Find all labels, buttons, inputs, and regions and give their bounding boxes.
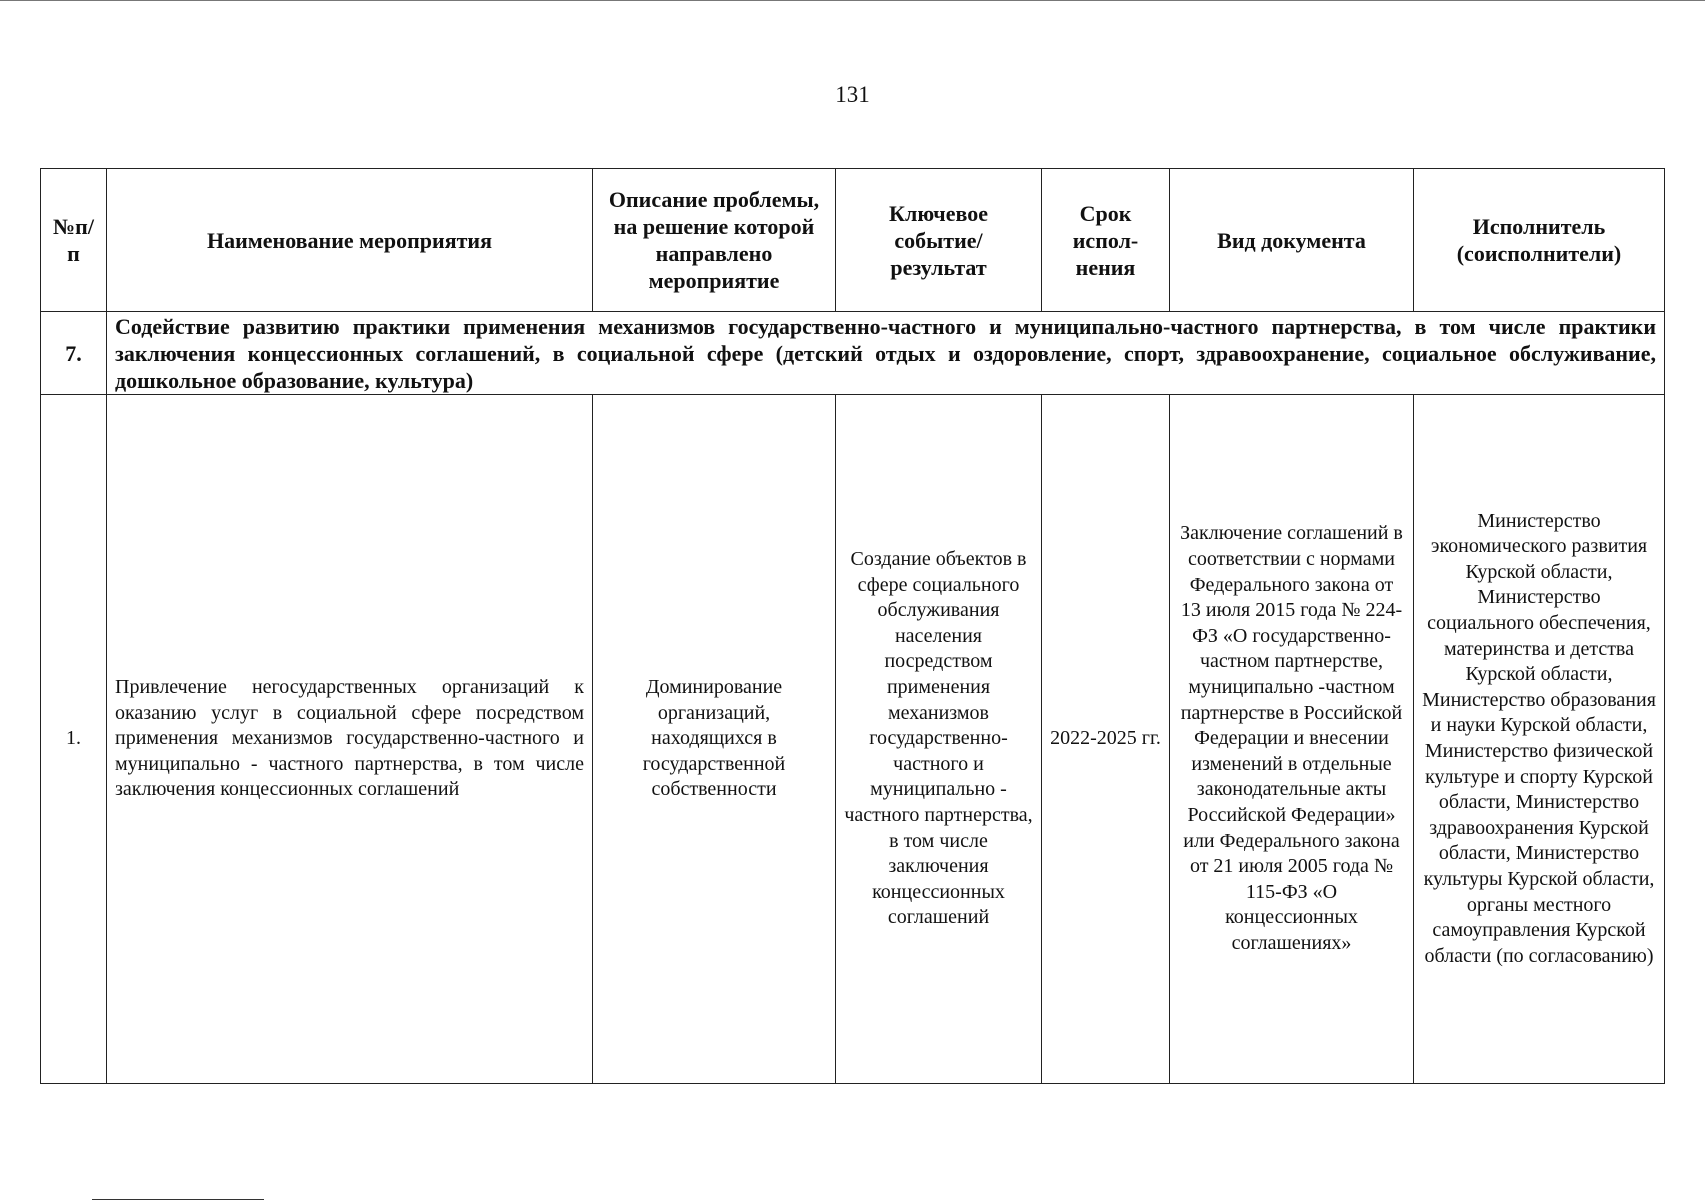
top-rule	[0, 0, 1705, 1]
row-number: 1.	[41, 395, 107, 1084]
header-number: №п/п	[41, 169, 107, 312]
header-document: Вид документа	[1170, 169, 1414, 312]
row-result: Создание объектов в сфере социального обслуживания населения посредством применения механизмов государственно-частного и муниципально - частного партнерства, в том числе заключения концессионных соглашений	[836, 395, 1042, 1084]
row-document: Заключение соглашений в соответствии с нормами Федерального закона от 13 июля 2015 года № 224-ФЗ «О государственно-частном партнерстве, муниципально -частном партнерстве в Российской Федерации и внесении изменений в отдельные законодательные акты Российской Федерации» или Федерального закона от 21 июля 2005 года № 115-ФЗ «О концессионных соглашениях»	[1170, 395, 1414, 1084]
measures-table	[40, 168, 1665, 1084]
table-row	[41, 395, 1665, 1084]
section-title: Содействие развитию практики применения механизмов государственно-частного и муниципально-частного партнерства, в том числе практики заключения концессионных соглашений, в социальной сфере (детский отдых и оздоровление, спорт, здравоохранение, социальное обслуживание, дошкольное образование, культура)	[107, 312, 1665, 395]
section-row	[41, 312, 1665, 395]
section-number: 7.	[41, 312, 107, 395]
row-term: 2022-2025 гг.	[1042, 395, 1170, 1084]
header-executor: Исполнитель (соисполнители)	[1414, 169, 1665, 312]
row-problem: Доминирование организаций, находящихся в государственной собственности	[593, 395, 836, 1084]
header-problem: Описание проблемы, на решение которой направлено мероприятие	[593, 169, 836, 312]
header-measure: Наименование мероприятия	[107, 169, 593, 312]
header-term: Срок испол-нения	[1042, 169, 1170, 312]
row-measure: Привлечение негосударственных организаций к оказанию услуг в социальной сфере посредством применения механизмов государственно-частного и муниципально - частного партнерства, в том числе заключения концессионных соглашений	[107, 395, 593, 1084]
page-number: 131	[835, 82, 870, 107]
row-executor: Министерство экономического развития Курской области, Министерство социального обеспечения, материнства и детства Курской области, Министерство образования и науки Курской области, Министерство физической культуре и спорту Курской области, Министерство здравоохранения Курской области, Министерство культуры Курской области, органы местного самоуправления Курской области (по согласованию)	[1414, 395, 1665, 1084]
header-row	[41, 169, 1665, 312]
header-result: Ключевое событие/ результат	[836, 169, 1042, 312]
